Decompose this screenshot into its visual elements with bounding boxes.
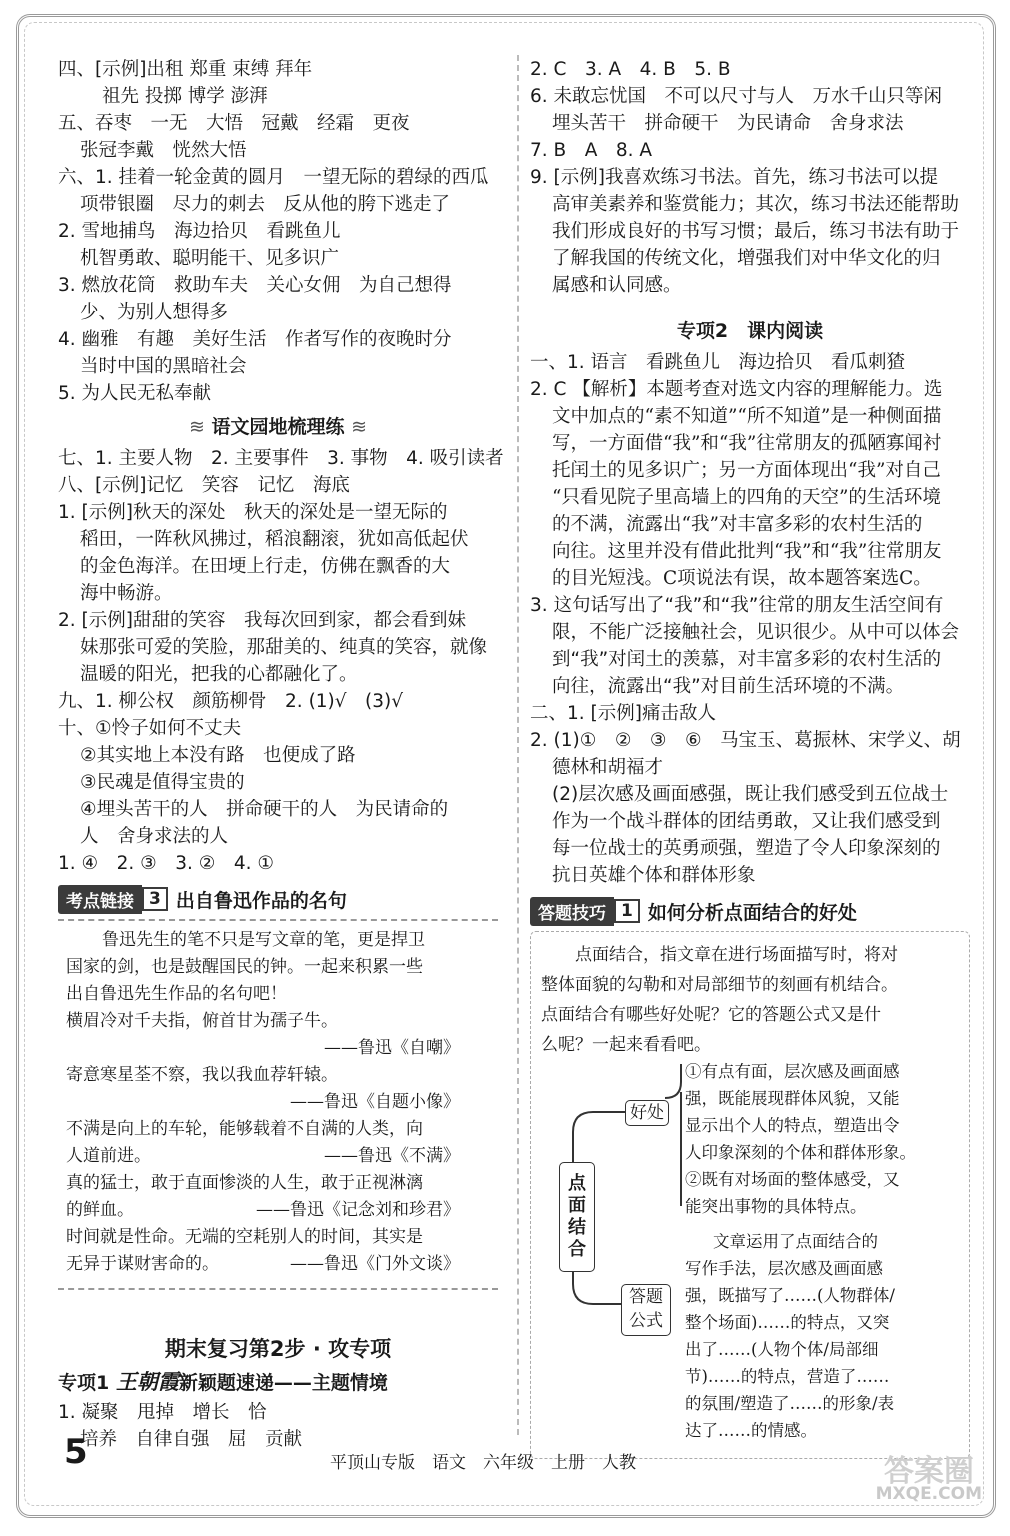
quote-text: 不满是向上的车轮，能够载着不自满的人类，向	[66, 1119, 423, 1139]
answer-line: 十、①怜子如何不丈夫	[58, 718, 242, 739]
watermark-url: MXQE.COM	[875, 1484, 982, 1504]
answer-line: 向往。这里并没有借此批判“我”和“我”往常朋友	[552, 541, 942, 562]
benefit-line: ①有点有面，层次感及画面感	[685, 1062, 900, 1081]
quote-source: ——鲁迅《记念刘和珍君》	[256, 1200, 460, 1220]
quote-text: 横眉冷对千夫指，俯首甘为孺子牛。	[66, 1011, 338, 1031]
special-topic-prefix: 专项1	[58, 1372, 110, 1394]
answer-line: 八、[示例]记忆 笑容 记忆 海底	[58, 475, 350, 496]
formula-line: 出了……(人物个体/局部细	[685, 1340, 879, 1359]
answers-block-3	[530, 56, 970, 299]
answer-line: 四、[示例]出租 郑重 束缚 拜年	[58, 59, 313, 80]
tip-box	[530, 931, 970, 1459]
answer-line: 抗日英雄个体和群体形象	[552, 865, 756, 886]
answer-line: 妹那张可爱的笑脸，那甜美的、纯真的笑容，就像	[80, 637, 488, 658]
quotes-box	[58, 919, 498, 1290]
answer-line: 属感和认同感。	[552, 275, 682, 296]
answer-line: 的金色海洋。在田埂上行走，仿佛在飘香的大	[80, 556, 451, 577]
answer-line: 七、1. 主要人物 2. 主要事件 3. 事物 4. 吸引读者	[58, 448, 504, 469]
answer-line: 高审美素养和鉴赏能力；其次，练习书法还能帮助	[552, 194, 960, 215]
formula-line: 整个场面)……的特点，又突	[685, 1313, 890, 1332]
answer-line: 到“我”对闰土的羡慕，对丰富多彩的农村生活的	[552, 649, 942, 670]
branch-formula: 答题公式	[621, 1284, 671, 1336]
answer-line: 五、吞枣 一无 大悟 冠戴 经霜 更夜	[58, 113, 410, 134]
answer-line: 培养 自律自强 屈 贡献	[80, 1429, 303, 1450]
review-step-title: 期末复习第2步 · 攻专项	[164, 1337, 392, 1361]
answer-line: 3. 这句话写出了“我”和“我”往常的朋友生活空间有	[530, 595, 944, 616]
watermark-logo: 答案圈	[884, 1454, 974, 1489]
wave-deco-left-icon: ≋	[188, 416, 205, 438]
answer-line: 九、1. 柳公权 颜筋柳骨 2. (1)√ (3)√	[58, 691, 404, 712]
dati-number: 1	[614, 899, 640, 923]
answer-line: 的目光短浅。C项说法有误，故本题答案选C。	[552, 568, 932, 589]
answer-line: 一、1. 语言 看跳鱼儿 海边拾贝 看瓜刺猹	[530, 352, 906, 373]
answers-block-1	[58, 56, 498, 407]
answer-line: 1. [示例]秋天的深处 秋天的深处是一望无际的	[58, 502, 448, 523]
answer-line: 埋头苦干 拼命硬干 为民请命 舍身求法	[552, 113, 904, 134]
answer-line: 2. C 【解析】本题考查对选文内容的理解能力。选	[530, 379, 943, 400]
answer-line: 1. ④ 2. ③ 3. ② 4. ①	[58, 853, 274, 874]
dati-tag: 答题技巧	[530, 897, 614, 926]
answer-line: 我们形成良好的书写习惯；最后，练习书法有助于	[552, 221, 960, 242]
quote-text: 人道前进。	[66, 1146, 151, 1166]
dati-title: 如何分析点面结合的好处	[647, 901, 857, 924]
wave-deco-right-icon: ≋	[351, 416, 368, 438]
answer-line: 稻田，一阵秋风拂过，稻浪翻滚，犹如高低起伏	[80, 529, 469, 550]
answers-block-4	[530, 349, 970, 889]
answer-line: ②其实地上本没有路 也便成了路	[80, 745, 356, 766]
answer-line: 6. 未敢忘忧国 不可以尺寸与人 万水千山只等闲	[530, 86, 943, 107]
answer-line: 3. 燃放花筒 救助车夫 关心女佣 为自己想得	[58, 275, 452, 296]
benefit-line: 强，既能展现群体风貌，又能	[685, 1089, 900, 1108]
answer-line: “只看见院子里高墙上的四角的天空”的生活环境	[552, 487, 941, 508]
quote-source: ——鲁迅《自题小像》	[290, 1092, 460, 1112]
answer-line: 托闰土的见多识广；另一方面体现出“我”对自己	[552, 460, 941, 481]
answer-line: 7. B A 8. A	[530, 140, 653, 161]
quote-text: 无异于谋财害命的。	[66, 1254, 219, 1274]
answer-line: 2. 雪地捕鸟 海边拾贝 看跳鱼儿	[58, 221, 341, 242]
quote-text: 时间就是性命。无端的空耗别人的时间，其实是	[66, 1227, 423, 1247]
answer-line: 的不满，流露出“我”对丰富多彩的农村生活的	[552, 514, 923, 535]
answer-line: 限，不能广泛接触社会，见识很少。从中可以体会	[552, 622, 960, 643]
quote-text: 的鲜血。	[66, 1200, 134, 1220]
answer-line: 温暖的阳光，把我的心都融化了。	[80, 664, 358, 685]
kaodian-title: 出自鲁迅作品的名句	[175, 889, 347, 912]
formula-line: 写作手法，层次感及画面感	[685, 1259, 883, 1278]
tip-intro-line: 点面结合，指文章在进行场面描写时，将对	[575, 945, 898, 965]
left-column	[58, 56, 504, 1453]
benefit-line: 能突出事物的具体特点。	[685, 1197, 867, 1216]
answer-line: 5. 为人民无私奉献	[58, 383, 212, 404]
formula-line: 达了……的情感。	[685, 1421, 817, 1440]
special-topic-1-header	[58, 1366, 498, 1399]
answer-line: 1. 凝聚 甩掉 增长 恰	[58, 1402, 267, 1423]
answer-line: ④埋头苦干的人 拼命硬干的人 为民请命的	[80, 799, 449, 820]
benefit-line: ②既有对场面的整体感受，又	[685, 1170, 900, 1189]
branch-benefits: 好处	[625, 1100, 669, 1126]
answer-line: (2)层次感及画面感强，既让我们感受到五位战士	[552, 784, 949, 805]
section-title-text: 语文园地梳理练	[211, 416, 345, 438]
tip-intro-line: 整体面貌的勾勒和对局部细节的刻画有机结合。	[541, 975, 898, 995]
answer-line: 作为一个战斗群体的团结勇敢，又让我们感受到	[552, 811, 941, 832]
answer-line: 祖先 投掷 博学 澎湃	[102, 86, 268, 107]
quote-intro-line: 出自鲁迅先生作品的名句吧！	[66, 984, 287, 1004]
benefit-line: 显示出个人的特点，塑造出令	[685, 1116, 900, 1135]
answer-line: 项带银圈 尽力的刺去 反从他的胯下逃走了	[80, 194, 451, 215]
quote-intro-line: 国家的剑，也是鼓醒国民的钟。一起来积累一些	[66, 957, 423, 977]
answer-line: 德林和胡福才	[552, 757, 664, 778]
tip-intro-line: 么呢？一起来看看吧。	[541, 1035, 711, 1055]
answer-line: 4. 幽雅 有趣 美好生活 作者写作的夜晚时分	[58, 329, 452, 350]
answer-line: 向往，流露出“我”对目前生活环境的不满。	[552, 676, 905, 697]
answer-line: 少、为别人想得多	[80, 302, 229, 323]
column-divider	[517, 55, 519, 1435]
section-title-yuwen-yuandi	[58, 411, 498, 443]
answer-line: 9. [示例]我喜欢练习书法。首先，练习书法可以提	[530, 167, 938, 188]
quote-source: ——鲁迅《自嘲》	[324, 1038, 460, 1058]
answer-line: 机智勇敢、聪明能干、见多识广	[80, 248, 340, 269]
quote-intro-line: 鲁迅先生的笔不只是写文章的笔，更是捍卫	[102, 930, 425, 950]
answer-line: 张冠李戴 恍然大悟	[80, 140, 247, 161]
brand-logo: 王朝霞	[115, 1369, 179, 1394]
quote-source: ——鲁迅《不满》	[324, 1146, 460, 1166]
dati-jiqiao-header	[530, 895, 970, 927]
tip-intro-line: 点面结合有哪些好处呢？它的答题公式又是什	[541, 1005, 881, 1025]
answer-line: 2. (1)① ② ③ ⑥ 马宝玉、葛振林、宋学义、胡	[530, 730, 961, 751]
kaodian-number: 3	[142, 887, 168, 911]
answer-line: ③民魂是值得宝贵的	[80, 772, 245, 793]
formula-line: 强，既描写了……(人物群体/	[685, 1286, 895, 1305]
answer-line: 每一位战士的英勇顽强，塑造了令人印象深刻的	[552, 838, 941, 859]
formula-line: 文章运用了点面结合的	[713, 1232, 878, 1251]
answer-line: 人 舍身求法的人	[80, 826, 229, 847]
answer-line: 二、1. [示例]痛击敌人	[530, 703, 716, 724]
book-info: 平顶山专版 语文 六年级 上册 人教	[330, 1453, 636, 1473]
answers-block-2	[58, 445, 504, 877]
quote-text: 真的猛士，敢于直面惨淡的人生，敢于正视淋漓	[66, 1173, 423, 1193]
special-topic-title: 新颖题速递——主题情境	[178, 1372, 388, 1394]
right-column	[530, 56, 970, 1459]
answer-line: 文中加点的“素不知道”“所不知道”是一种侧面描	[552, 406, 942, 427]
answer-line: 六、1. 挂着一轮金黄的圆月 一望无际的碧绿的西瓜	[58, 167, 489, 188]
answer-line: 了解我国的传统文化，增强我们对中华文化的归	[552, 248, 941, 269]
kaodian-tag: 考点链接	[58, 885, 142, 914]
answer-line: 2. [示例]甜甜的笑容 我每次回到家，都会看到妹	[58, 610, 466, 631]
quote-source: ——鲁迅《门外文谈》	[290, 1254, 460, 1274]
formula-line: 节)……的特点，营造了……	[685, 1367, 890, 1386]
kaodian-header	[58, 883, 498, 915]
quote-text: 寄意寒星荃不察，我以我血荐轩辕。	[66, 1065, 338, 1085]
formula-line: 的氛围/塑造了……的形象/表	[685, 1394, 895, 1413]
answer-line: 当时中国的黑暗社会	[80, 356, 247, 377]
benefit-line: 人印象深刻的个体和群体形象。	[685, 1143, 916, 1162]
page-number: 5	[64, 1432, 88, 1472]
root-node: 点面结合	[559, 1162, 595, 1272]
section-title-kenei-yuedu: 专项2 课内阅读	[676, 320, 824, 342]
answer-line: 2. C 3. A 4. B 5. B	[530, 59, 731, 80]
answer-line: 海中畅游。	[80, 583, 173, 604]
answer-line: 写，一方面借“我”和“我”往常朋友的孤陋寡闻衬	[552, 433, 942, 454]
